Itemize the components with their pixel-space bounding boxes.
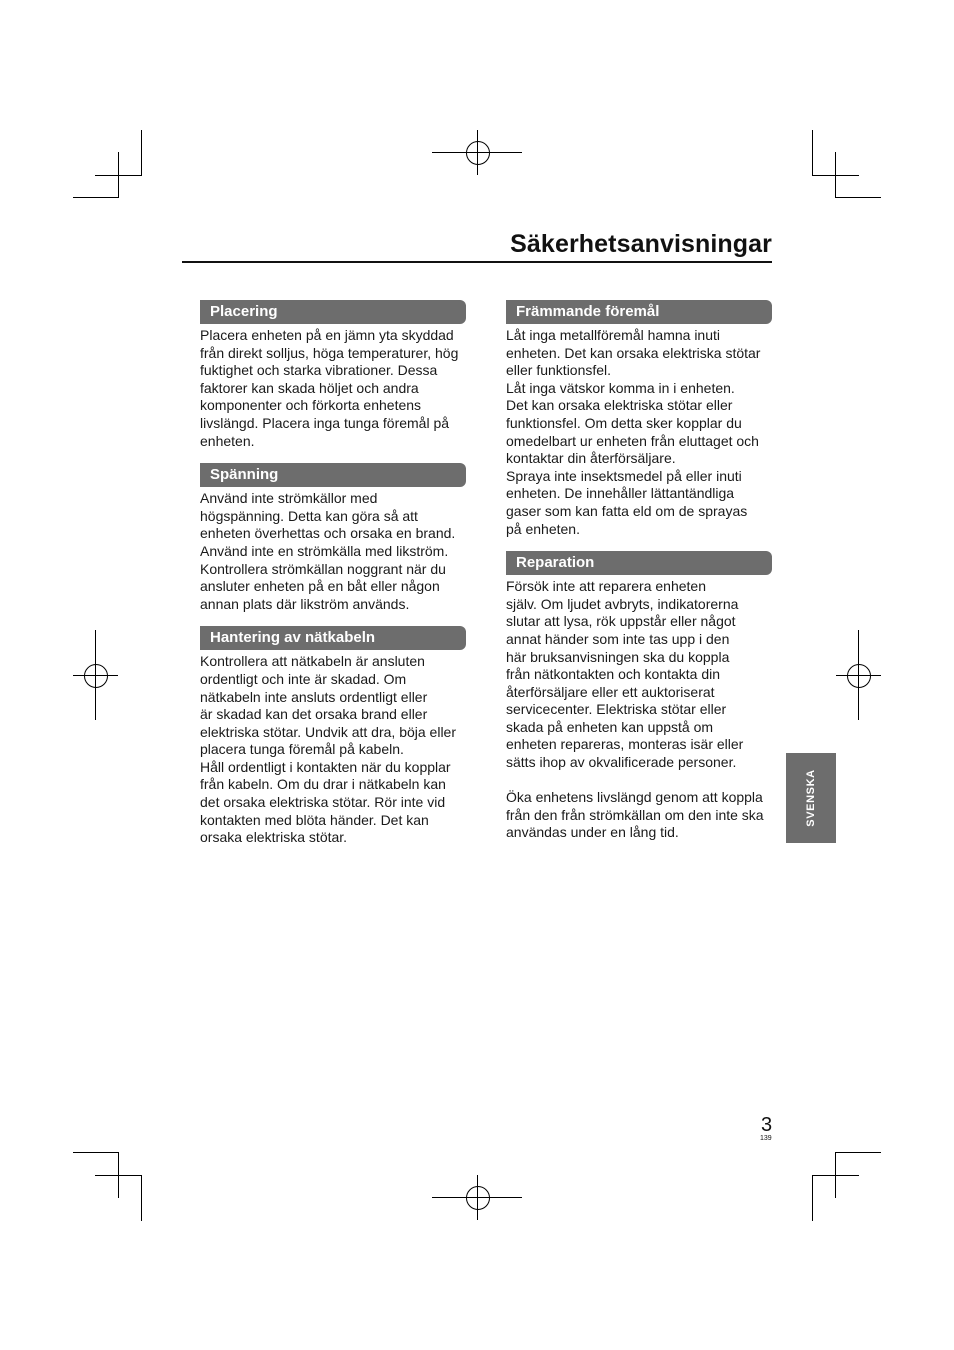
section-placering: [200, 300, 466, 450]
section-heading: Hantering av nätkabeln: [200, 626, 466, 650]
section-heading: Spänning: [200, 463, 466, 487]
crop-mark: [812, 175, 859, 176]
section-heading: Placering: [200, 300, 466, 324]
crop-mark: [141, 1175, 142, 1221]
language-tab: [786, 753, 836, 843]
page-number: 3: [761, 1114, 773, 1136]
section-body: Använd inte strömkällor med högspänning. Detta kan göra så att enheten överhettas och orsaka en brand. Använd inte en strömkälla med likström. Kontrollera strömkällan noggrant när du ansluter enheten på en båt eller någon annan plats där likström används.: [200, 490, 456, 612]
right-column: [506, 300, 772, 855]
title-rule: [182, 261, 772, 263]
section-frammande-foremal: [506, 300, 772, 538]
crop-mark: [812, 1175, 813, 1221]
section-spanning: [200, 463, 466, 613]
crop-mark: [835, 1152, 881, 1153]
section-body: Försök inte att reparera enheten själv. Om ljudet avbryts, indikatorerna slutar att lysa, rök uppstår eller något annat händer som inte tas upp i den här bruksanvisningen ska du koppla från nätkontakten och kontakta din återförsäljare eller ett auktoriserat servicecenter. Elektriska stötar eller skada på enheten kan uppstå om enheten repareras, monteras isär eller sätts ihop av okvalificerade personer. Öka enhetens livslängd genom att koppla från den från strömkällan om den inte ska användas under en lång tid.: [506, 578, 764, 841]
section-body: Placera enheten på en jämn yta skyddad från direkt solljus, höga temperaturer, hög fuktighet och starka vibrationer. Dessa faktorer kan skada höljet och andra komponenter och förkorta enhetens livslängd. Placera inga tunga föremål på enheten.: [200, 327, 459, 449]
section-heading: Främmande föremål: [506, 300, 772, 324]
page-title: Säkerhetsanvisningar: [510, 230, 772, 258]
section-body: Kontrollera att nätkabeln är ansluten ordentligt och inte är skadad. Om nätkabeln inte ansluts ordentligt eller är skadad kan det orsaka brand eller elektriska stötar. Undvik att dra, böja eller placera tunga föremål på kabeln. Håll ordentligt i kontakten när du kopplar från kabeln. Om du drar i nätkabeln kan det orsaka elektriska stötar. Rör inte vid kontakten med blöta händer. Det kan orsaka elektriska stötar.: [200, 653, 457, 846]
crop-mark: [141, 130, 142, 176]
crop-mark: [95, 1175, 142, 1176]
left-column: [200, 300, 466, 860]
crop-mark: [95, 175, 142, 176]
section-reparation: [506, 551, 772, 842]
section-body: Låt inga metallföremål hamna inuti enheten. Det kan orsaka elektriska stötar eller funktionsfel. Låt inga vätskor komma in i enheten. Det kan orsaka elektriska stötar eller funktionsfel. Om detta sker kopplar du omedelbart ur enheten från eluttaget och kontaktar din återförsäljare. Spraya inte insektsmedel på eller inuti enheten. De innehåller lättantändliga gaser som kan fatta eld om de sprayas på enheten.: [506, 327, 761, 537]
language-tab-label: SVENSKA: [805, 769, 817, 827]
crop-mark: [835, 197, 881, 198]
crop-mark: [812, 1175, 859, 1176]
crop-mark: [73, 197, 119, 198]
crop-mark: [812, 130, 813, 176]
crop-mark: [73, 1152, 119, 1153]
page-sub-number: 139: [760, 1135, 772, 1142]
section-heading: Reparation: [506, 551, 772, 575]
section-natkabel: [200, 626, 466, 847]
